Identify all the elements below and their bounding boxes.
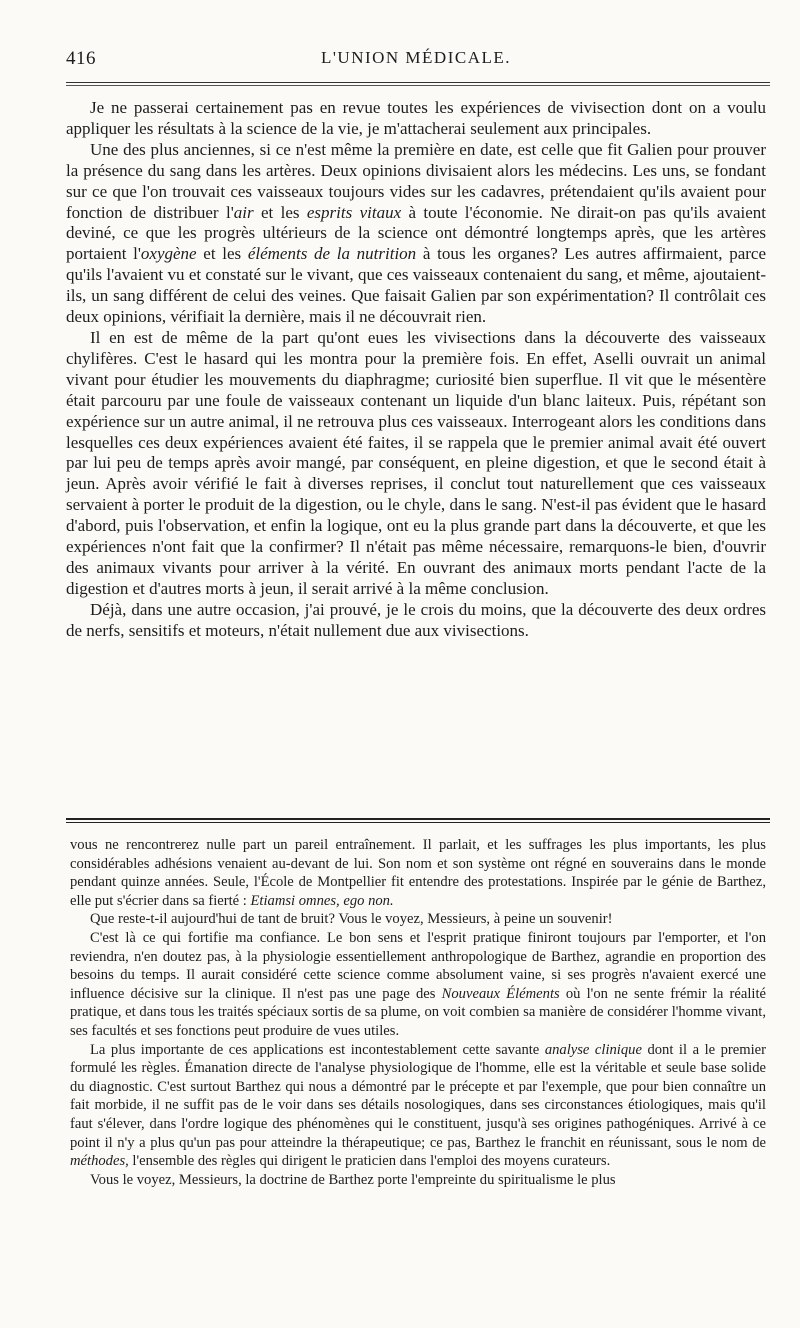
text-segment: Une des plus anciennes, si ce n'est même la première en date, est celle que fit Galien pour prouver la présence du sang dans les artères. Deux opinions divisaient alors les médecins. Les uns, se fondant sur ce que l'on trouvait ces vaisseaux toujours vides sur les cadavres, prétendaient qu'ils avaient pour fonction de distribuer l' bbox=[66, 139, 766, 222]
italic-term-analyse-clinique: analyse clinique bbox=[544, 1041, 642, 1058]
feuilleton-paragraph-4 bbox=[70, 1041, 766, 1171]
main-paragraph-1: Je ne passerai certainement pas en revue toutes les expériences de vivisection dont on a voulu appliquer les résultats à la science de la vie, je m'attacherai seulement aux principales. bbox=[66, 98, 766, 138]
main-paragraph-2 bbox=[66, 140, 766, 328]
italic-term-air: air bbox=[233, 202, 254, 222]
text-segment: dont il a le premier formulé les règles. Émanation directe de l'analyse physiologique de l'homme, elle est la véritable et seule base solide du diagnostic. C'est surtout Barthez qui nous a démontré par le précepte et par l'exemple, que pour bien connaître un fait morbide, il ne suffit pas de le voir dans ses détails nosologiques, dans ses circonstances étiologiques, mais qu'il faut s'élever, dans l'ordre logique des phénomènes qui le constituent, jusqu'à ses origines pathogéniques. Arrivé à ce point il n'y a plus qu'un pas pour atteindre la thérapeutique; ce pas, Barthez le franchit en réunissant, sous le nom de bbox=[70, 1041, 767, 1151]
text-segment: à toute l'économie. Ne dirait-on pas qu'ils avaient deviné, ce que les progrès ultérieurs de la science ont démontré longtemps après, que les artères portaient l' bbox=[66, 202, 766, 264]
text-segment: vous ne rencontrerez nulle part un pareil entraînement. Il parlait, et les suffrages les plus importants, les plus considérables adhésions venaient au-devant de lui. Son nom et son système ont régné en souverains dans le monde pendant quinze années. Seule, l'École de Montpellier fit entendre des protestations. Inspirée par le génie de Barthez, elle put s'écrier dans sa fierté : bbox=[70, 837, 766, 909]
main-paragraph-4: Déjà, dans une autre occasion, j'ai prouvé, je le crois du moins, que la découverte des deux ordres de nerfs, sensitifs et moteurs, n'était nullement due aux vivisections. bbox=[66, 599, 766, 640]
journal-title: L'UNION MÉDICALE. bbox=[320, 48, 512, 67]
feuilleton-paragraph-5: Vous le voyez, Messieurs, la doctrine de Barthez porte l'empreinte du spiritualisme le plus bbox=[90, 1171, 616, 1188]
text-segment: où l'on ne sente frémir la réalité pratique, et dans tous les traités spéciaux sortis de sa plume, on voit combien sa manière de considérer l'homme vivant, ses facultés et ses fonctions peut produire de vues utiles. bbox=[70, 985, 766, 1039]
text-segment: , l'ensemble des règles qui dirigent le praticien dans l'emploi des moyens curateurs. bbox=[125, 1153, 611, 1170]
feuilleton-paragraph-2: Que reste-t-il aujourd'hui de tant de bruit? Vous le voyez, Messieurs, à peine un souvenir! bbox=[90, 911, 613, 928]
italic-term-esprits-vitaux: esprits vitaux bbox=[306, 202, 402, 222]
italic-term-oxygene: oxygène bbox=[140, 244, 197, 264]
main-article bbox=[66, 98, 766, 642]
header-rule bbox=[66, 82, 770, 86]
text-segment: La plus importante de ces applications est incontestablement cette savante bbox=[90, 1041, 545, 1058]
page-header bbox=[66, 44, 766, 78]
feuilleton-paragraph-1 bbox=[70, 836, 766, 910]
text-segment: C'est là ce qui fortifie ma confiance. Le bon sens et l'esprit pratique finiront toujours par l'emporter, et l'on reviendra, n'en doutez pas, à la physiologie essentiellement anthropologique de Barthez, agrandie en proportion des besoins du temps. Il aurait considéré cette science comme absolument vaine, si ses progrès n'avaient exercé une influence décisive sur la clinique. Il n'est pas une page des bbox=[70, 929, 766, 1002]
feuilleton-separator bbox=[66, 818, 770, 823]
italic-term-methodes: méthodes bbox=[70, 1153, 126, 1170]
page-number: 416 bbox=[66, 48, 96, 69]
latin-quote: Etiamsi omnes, ego non. bbox=[250, 892, 394, 909]
main-paragraph-3: Il en est de même de la part qu'ont eues les vivisections dans la découverte des vaisseaux chylifères. C'est le hasard qui les montra pour la première fois. En effet, Aselli ouvrait un animal vivant pour étudier les mouvements du diaphragme; curiosité bien superflue. Il vit que le mésentère était parcouru par une foule de vaisseaux contenant un liquide d'un blanc laiteux. Puis, répétant son expérience sur un autre animal, il ne retrouva plus ces vaisseaux. Interrogeant alors les conditions dans lesquelles ces deux expériences avaient été faites, il se rappela que le premier animal avait été ouvert par lui peu de temps après avoir mangé, par conséquent, en pleine digestion, et que le second était à jeun. Après avoir vérifié le fait à diverses reprises, il conclut tout naturellement que ces vaisseaux servaient à porter le produit de la digestion, ou le chyle, dans le sang. N'est-il pas évident que le hasard d'abord, puis l'observation, et enfin la logique, ont eu la plus grande part dans la découverte, et que les expériences n'ont fait que la confirmer? Il n'était pas même nécessaire, remarquons-le bien, d'ouvrir des animaux vivants pour arriver à la vérité. En ouvrant des animaux morts pendant l'acte de la digestion et d'autres morts à jeun, il serait arrivé à la même conclusion. bbox=[66, 327, 766, 598]
italic-term-elements: éléments de la nutrition bbox=[247, 244, 417, 264]
text-segment: et les bbox=[253, 202, 307, 222]
text-segment: et les bbox=[196, 244, 248, 264]
text-segment: à tous les organes? Les autres affirmaient, parce qu'ils l'avaient vu et constaté sur le vivant, que ces vaisseaux contenaient du sang, et même, ajoutaient-ils, un sang différent de celui des veines. Que faisait Galien par son expérimentation? Il contrôlait ces deux opinions, vérifiait la dernière, mais il ne découvrait rien. bbox=[66, 244, 766, 327]
feuilleton-paragraph-3 bbox=[70, 929, 766, 1041]
feuilleton-section bbox=[70, 836, 766, 1189]
book-title: Nouveaux Éléments bbox=[441, 985, 560, 1002]
